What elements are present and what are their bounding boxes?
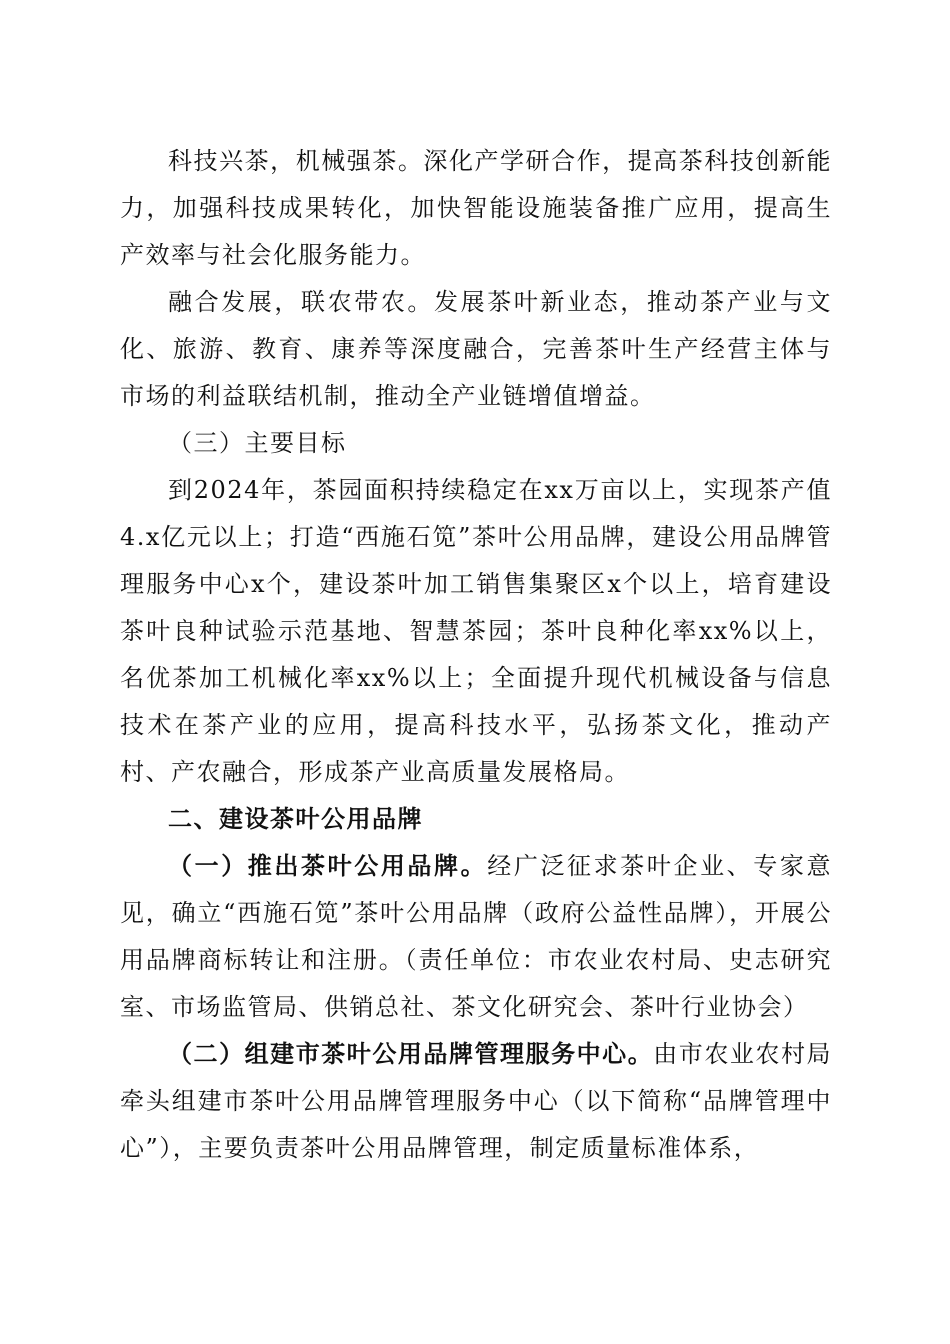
item-2-title: （二）组建市茶叶公用品牌管理服务中心。 [168, 1040, 654, 1068]
section-heading-brand: 二、建设茶叶公用品牌 [168, 805, 423, 833]
paragraph-item-1 [120, 843, 832, 1031]
paragraph-main-goals: 到2024年，茶园面积持续稳定在xx万亩以上，实现茶产值4.x亿元以上；打造“西施石笕”茶叶公用品牌，建设公用品牌管理服务中心x个，建设茶叶加工销售集聚区x个以上，培育建设茶叶良种试验示范基地、智慧茶园；茶叶良种化率xx%以上，名优茶加工机械化率xx%以上；全面提升现代机械设备与信息技术在茶产业的应用，提高科技水平，弘扬茶文化，推动产村、产农融合，形成茶产业高质量发展格局。 [120, 476, 832, 786]
item-2-body: 由市农业农村局牵头组建市茶叶公用品牌管理服务中心（以下简称“品牌管理中心”），主要负责茶叶公用品牌管理，制定质量标准体系， [120, 1040, 833, 1162]
subheading-main-goals: （三）主要目标 [168, 429, 347, 457]
item-1-title: （一）推出茶叶公用品牌。 [168, 852, 488, 880]
paragraph-item-2 [120, 1031, 832, 1172]
document-body [120, 138, 832, 1172]
paragraph-tech-tea: 科技兴茶，机械强茶。深化产学研合作，提高茶科技创新能力，加强科技成果转化，加快智能设施装备推广应用，提高生产效率与社会化服务能力。 [120, 147, 832, 269]
item-1-body: 经广泛征求茶叶企业、专家意见，确立“西施石笕”茶叶公用品牌（政府公益性品牌），开展公用品牌商标转让和注册。（责任单位：市农业农村局、史志研究室、市场监管局、供销总社、茶文化研究会、茶叶行业协会） [120, 852, 832, 1021]
paragraph-integrated-development: 融合发展，联农带农。发展茶叶新业态，推动茶产业与文化、旅游、教育、康养等深度融合，完善茶叶生产经营主体与市场的利益联结机制，推动全产业链增值增益。 [120, 288, 832, 410]
